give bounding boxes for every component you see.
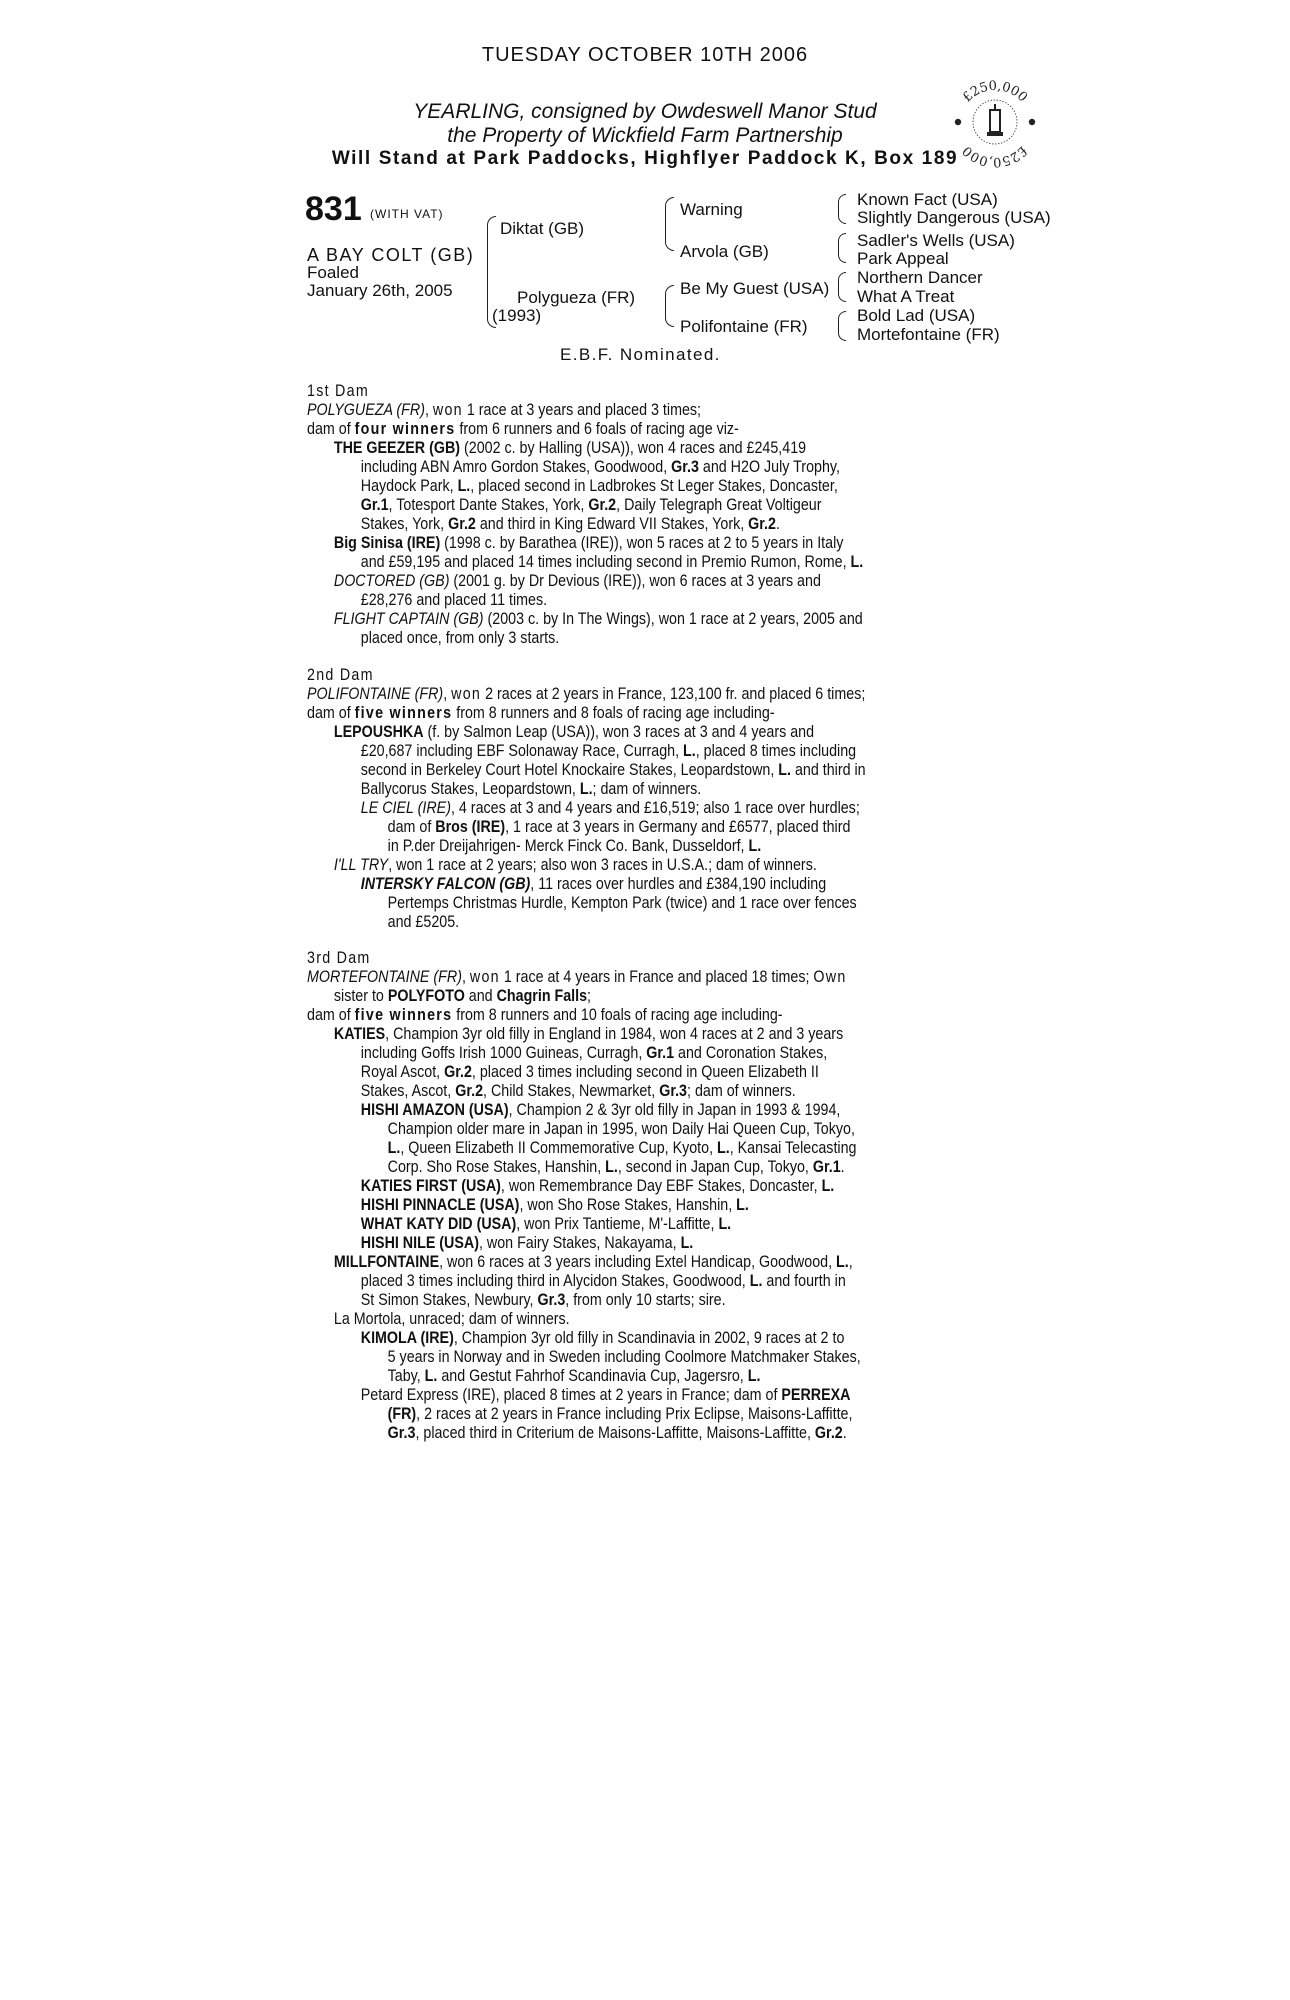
pedigree-line: Stakes, Ascot, Gr.2, Child Stakes, Newmarket, Gr.3; dam of winners. bbox=[360, 1081, 796, 1100]
third-dam-lines bbox=[307, 967, 1197, 1442]
pedigree-line: £20,687 including EBF Solonaway Race, Curragh, L., placed 8 times including bbox=[360, 741, 857, 760]
great-brace-4 bbox=[838, 311, 846, 341]
lot-number: 831 bbox=[305, 190, 362, 228]
svg-text:£250,000 bbox=[960, 79, 1030, 106]
pedigree-line: in P.der Dreijahrigen- Merck Finck Co. Bank, Dusseldorf, L. bbox=[387, 836, 762, 855]
dam-year: (1993) bbox=[492, 306, 542, 325]
pedigree-line: Champion older mare in Japan in 1995, won Daily Hai Queen Cup, Tokyo, bbox=[387, 1119, 855, 1138]
price-seal-icon bbox=[945, 70, 1045, 170]
pedigree-line: placed once, from only 3 starts. bbox=[360, 628, 560, 647]
pedigree-line: KATIES, Champion 3yr old filly in England in 1984, won 4 races at 2 and 3 years bbox=[333, 1024, 844, 1043]
third-dam-heading: 3rd Dam bbox=[307, 948, 371, 967]
pedigree-line: L., Queen Elizabeth II Commemorative Cup, Kyoto, L., Kansai Telecasting bbox=[387, 1138, 857, 1157]
dam-line-brace bbox=[665, 285, 674, 327]
property-line: the Property of Wickfield Farm Partnership bbox=[447, 124, 843, 147]
pedigree-line: Petard Express (IRE), placed 8 times at 2 years in France; dam of PERREXA bbox=[360, 1385, 851, 1404]
pedigree-line: Haydock Park, L., placed second in Ladbrokes St Leger Stakes, Doncaster, bbox=[360, 476, 838, 495]
pedigree-line: KIMOLA (IRE), Champion 3yr old filly in Scandinavia in 2002, 9 races at 2 to bbox=[360, 1328, 845, 1347]
pedigree-line: Stakes, York, Gr.2 and third in King Edward VII Stakes, York, Gr.2. bbox=[360, 514, 780, 533]
pedigree-line: THE GEEZER (GB) (2002 c. by Halling (USA)), won 4 races and £245,419 bbox=[333, 438, 807, 457]
pedigree-line: St Simon Stakes, Newbury, Gr.3, from only 10 starts; sire. bbox=[360, 1290, 726, 1309]
pedigree-line: dam of four winners from 6 runners and 6 foals of racing age viz- bbox=[307, 419, 739, 438]
svg-text:£250,000 bbox=[960, 143, 1030, 170]
pedigree-line: HISHI PINNACLE (USA), won Sho Rose Stakes, Hanshin, L. bbox=[360, 1195, 749, 1214]
great-grandparent-5: Northern Dancer bbox=[857, 268, 983, 287]
second-dam-lines bbox=[307, 684, 1197, 931]
pedigree-line: £28,276 and placed 11 times. bbox=[360, 590, 548, 609]
pedigree-line: KATIES FIRST (USA), won Remembrance Day EBF Stakes, Doncaster, L. bbox=[360, 1176, 835, 1195]
sire-line-brace bbox=[665, 197, 674, 251]
pedigree-line: and £5205. bbox=[387, 912, 460, 931]
grandsire-sire: Warning bbox=[680, 200, 743, 219]
seal-value-top: £250,000 bbox=[959, 78, 1031, 106]
third-dam-section bbox=[307, 948, 1207, 1443]
pedigree-line: dam of five winners from 8 runners and 8 foals of racing age including- bbox=[307, 703, 775, 722]
great-grandparent-8: Mortefontaine (FR) bbox=[857, 325, 1000, 344]
pedigree-line: Gr.3, placed third in Criterium de Maisons-Laffitte, Maisons-Laffitte, Gr.2. bbox=[387, 1423, 847, 1442]
pedigree-line: HISHI NILE (USA), won Fairy Stakes, Nakayama, L. bbox=[360, 1233, 694, 1252]
sire-name: Diktat (GB) bbox=[500, 219, 585, 238]
great-grandparent-3: Sadler's Wells (USA) bbox=[857, 231, 1015, 250]
pedigree-line: Gr.1, Totesport Dante Stakes, York, Gr.2, Daily Telegraph Great Voltigeur bbox=[360, 495, 822, 514]
pedigree-line: HISHI AMAZON (USA), Champion 2 & 3yr old filly in Japan in 1993 & 1994, bbox=[360, 1100, 841, 1119]
seal-value-bottom: £250,000 bbox=[959, 142, 1031, 170]
first-dam-section bbox=[307, 381, 1207, 648]
foaled-label: Foaled bbox=[307, 263, 359, 282]
pedigree-line: Pertemps Christmas Hurdle, Kempton Park (twice) and 1 race over fences bbox=[387, 893, 857, 912]
grandsire-dam: Be My Guest (USA) bbox=[680, 279, 830, 298]
pedigree-line: DOCTORED (GB) (2001 g. by Dr Devious (IRE)), won 6 races at 3 years and bbox=[333, 571, 821, 590]
lot-title: A BAY COLT (GB) bbox=[307, 245, 475, 265]
pedigree-line: POLYGUEZA (FR), won 1 race at 3 years and placed 3 times; bbox=[307, 400, 702, 419]
vat-note: (WITH VAT) bbox=[370, 207, 444, 221]
pedigree-line: including ABN Amro Gordon Stakes, Goodwood, Gr.3 and H2O July Trophy, bbox=[360, 457, 840, 476]
ebf-note: E.B.F. Nominated. bbox=[560, 345, 721, 364]
pedigree-line: LEPOUSHKA (f. by Salmon Leap (USA)), won 3 races at 3 and 4 years and bbox=[333, 722, 815, 741]
pedigree-line: La Mortola, unraced; dam of winners. bbox=[333, 1309, 570, 1328]
pedigree-line: FLIGHT CAPTAIN (GB) (2003 c. by In The Wings), won 1 race at 2 years, 2005 and bbox=[333, 609, 863, 628]
second-dam-heading: 2nd Dam bbox=[307, 665, 374, 684]
great-brace-2 bbox=[838, 233, 846, 263]
great-grandparent-4: Park Appeal bbox=[857, 249, 949, 268]
pedigree-line: dam of five winners from 8 runners and 10 foals of racing age including- bbox=[307, 1005, 783, 1024]
pedigree-line: I'LL TRY, won 1 race at 2 years; also won 3 races in U.S.A.; dam of winners. bbox=[333, 855, 817, 874]
foaled-date: January 26th, 2005 bbox=[307, 281, 453, 300]
granddam-sire: Arvola (GB) bbox=[680, 242, 769, 261]
pedigree-line: dam of Bros (IRE), 1 race at 3 years in Germany and £6577, placed third bbox=[387, 817, 851, 836]
pedigree-line: LE CIEL (IRE), 4 races at 3 and 4 years and £16,519; also 1 race over hurdles; bbox=[360, 798, 860, 817]
second-dam-section bbox=[307, 665, 1207, 932]
great-brace-1 bbox=[838, 194, 846, 224]
pedigree-line: including Goffs Irish 1000 Guineas, Curragh, Gr.1 and Coronation Stakes, bbox=[360, 1043, 828, 1062]
pedigree-line: Royal Ascot, Gr.2, placed 3 times including second in Queen Elizabeth II bbox=[360, 1062, 819, 1081]
pedigree-line: and £59,195 and placed 14 times including second in Premio Rumon, Rome, L. bbox=[360, 552, 864, 571]
pedigree-line: sister to POLYFOTO and Chagrin Falls; bbox=[333, 986, 592, 1005]
pedigree-line: WHAT KATY DID (USA), won Prix Tantieme, M'-Laffitte, L. bbox=[360, 1214, 732, 1233]
pedigree-line: placed 3 times including third in Alycidon Stakes, Goodwood, L. and fourth in bbox=[360, 1271, 846, 1290]
great-grandparent-7: Bold Lad (USA) bbox=[857, 306, 976, 325]
first-dam-heading: 1st Dam bbox=[307, 381, 369, 400]
great-grandparent-1: Known Fact (USA) bbox=[857, 190, 998, 209]
pedigree-line: Taby, L. and Gestut Fahrhof Scandinavia Cup, Jagersro, L. bbox=[387, 1366, 761, 1385]
great-grandparent-2: Slightly Dangerous (USA) bbox=[857, 208, 1051, 227]
pedigree-line: INTERSKY FALCON (GB), 11 races over hurdles and £384,190 including bbox=[360, 874, 827, 893]
dam-name: Polygueza (FR) bbox=[517, 288, 636, 307]
first-dam-lines bbox=[307, 400, 1197, 647]
great-grandparent-6: What A Treat bbox=[857, 287, 955, 306]
granddam-dam: Polifontaine (FR) bbox=[680, 317, 808, 336]
great-brace-3 bbox=[838, 272, 846, 302]
pedigree-line: 5 years in Norway and in Sweden including Coolmore Matchmaker Stakes, bbox=[387, 1347, 861, 1366]
stabling-line: Will Stand at Park Paddocks, Highflyer Paddock K, Box 189 bbox=[331, 148, 959, 169]
pedigree-line: second in Berkeley Court Hotel Knockaire Stakes, Leopardstown, L. and third in bbox=[360, 760, 866, 779]
pedigree-line: Big Sinisa (IRE) (1998 c. by Barathea (IRE)), won 5 races at 2 to 5 years in Italy bbox=[333, 533, 844, 552]
pedigree-line: Ballycorus Stakes, Leopardstown, L.; dam of winners. bbox=[360, 779, 702, 798]
pedigree-line: Corp. Sho Rose Stakes, Hanshin, L., second in Japan Cup, Tokyo, Gr.1. bbox=[387, 1157, 845, 1176]
consignor-line: YEARLING, consigned by Owdeswell Manor Stud bbox=[413, 100, 877, 123]
sale-date: TUESDAY OCTOBER 10TH 2006 bbox=[481, 44, 809, 66]
pedigree-line: POLIFONTAINE (FR), won 2 races at 2 years in France, 123,100 fr. and placed 6 times; bbox=[307, 684, 866, 703]
pedigree-line: (FR), 2 races at 2 years in France including Prix Eclipse, Maisons-Laffitte, bbox=[387, 1404, 853, 1423]
pedigree-line: MILLFONTAINE, won 6 races at 3 years including Extel Handicap, Goodwood, L., bbox=[333, 1252, 853, 1271]
pedigree-line: MORTEFONTAINE (FR), won 1 race at 4 years in France and placed 18 times; Own bbox=[307, 967, 847, 986]
